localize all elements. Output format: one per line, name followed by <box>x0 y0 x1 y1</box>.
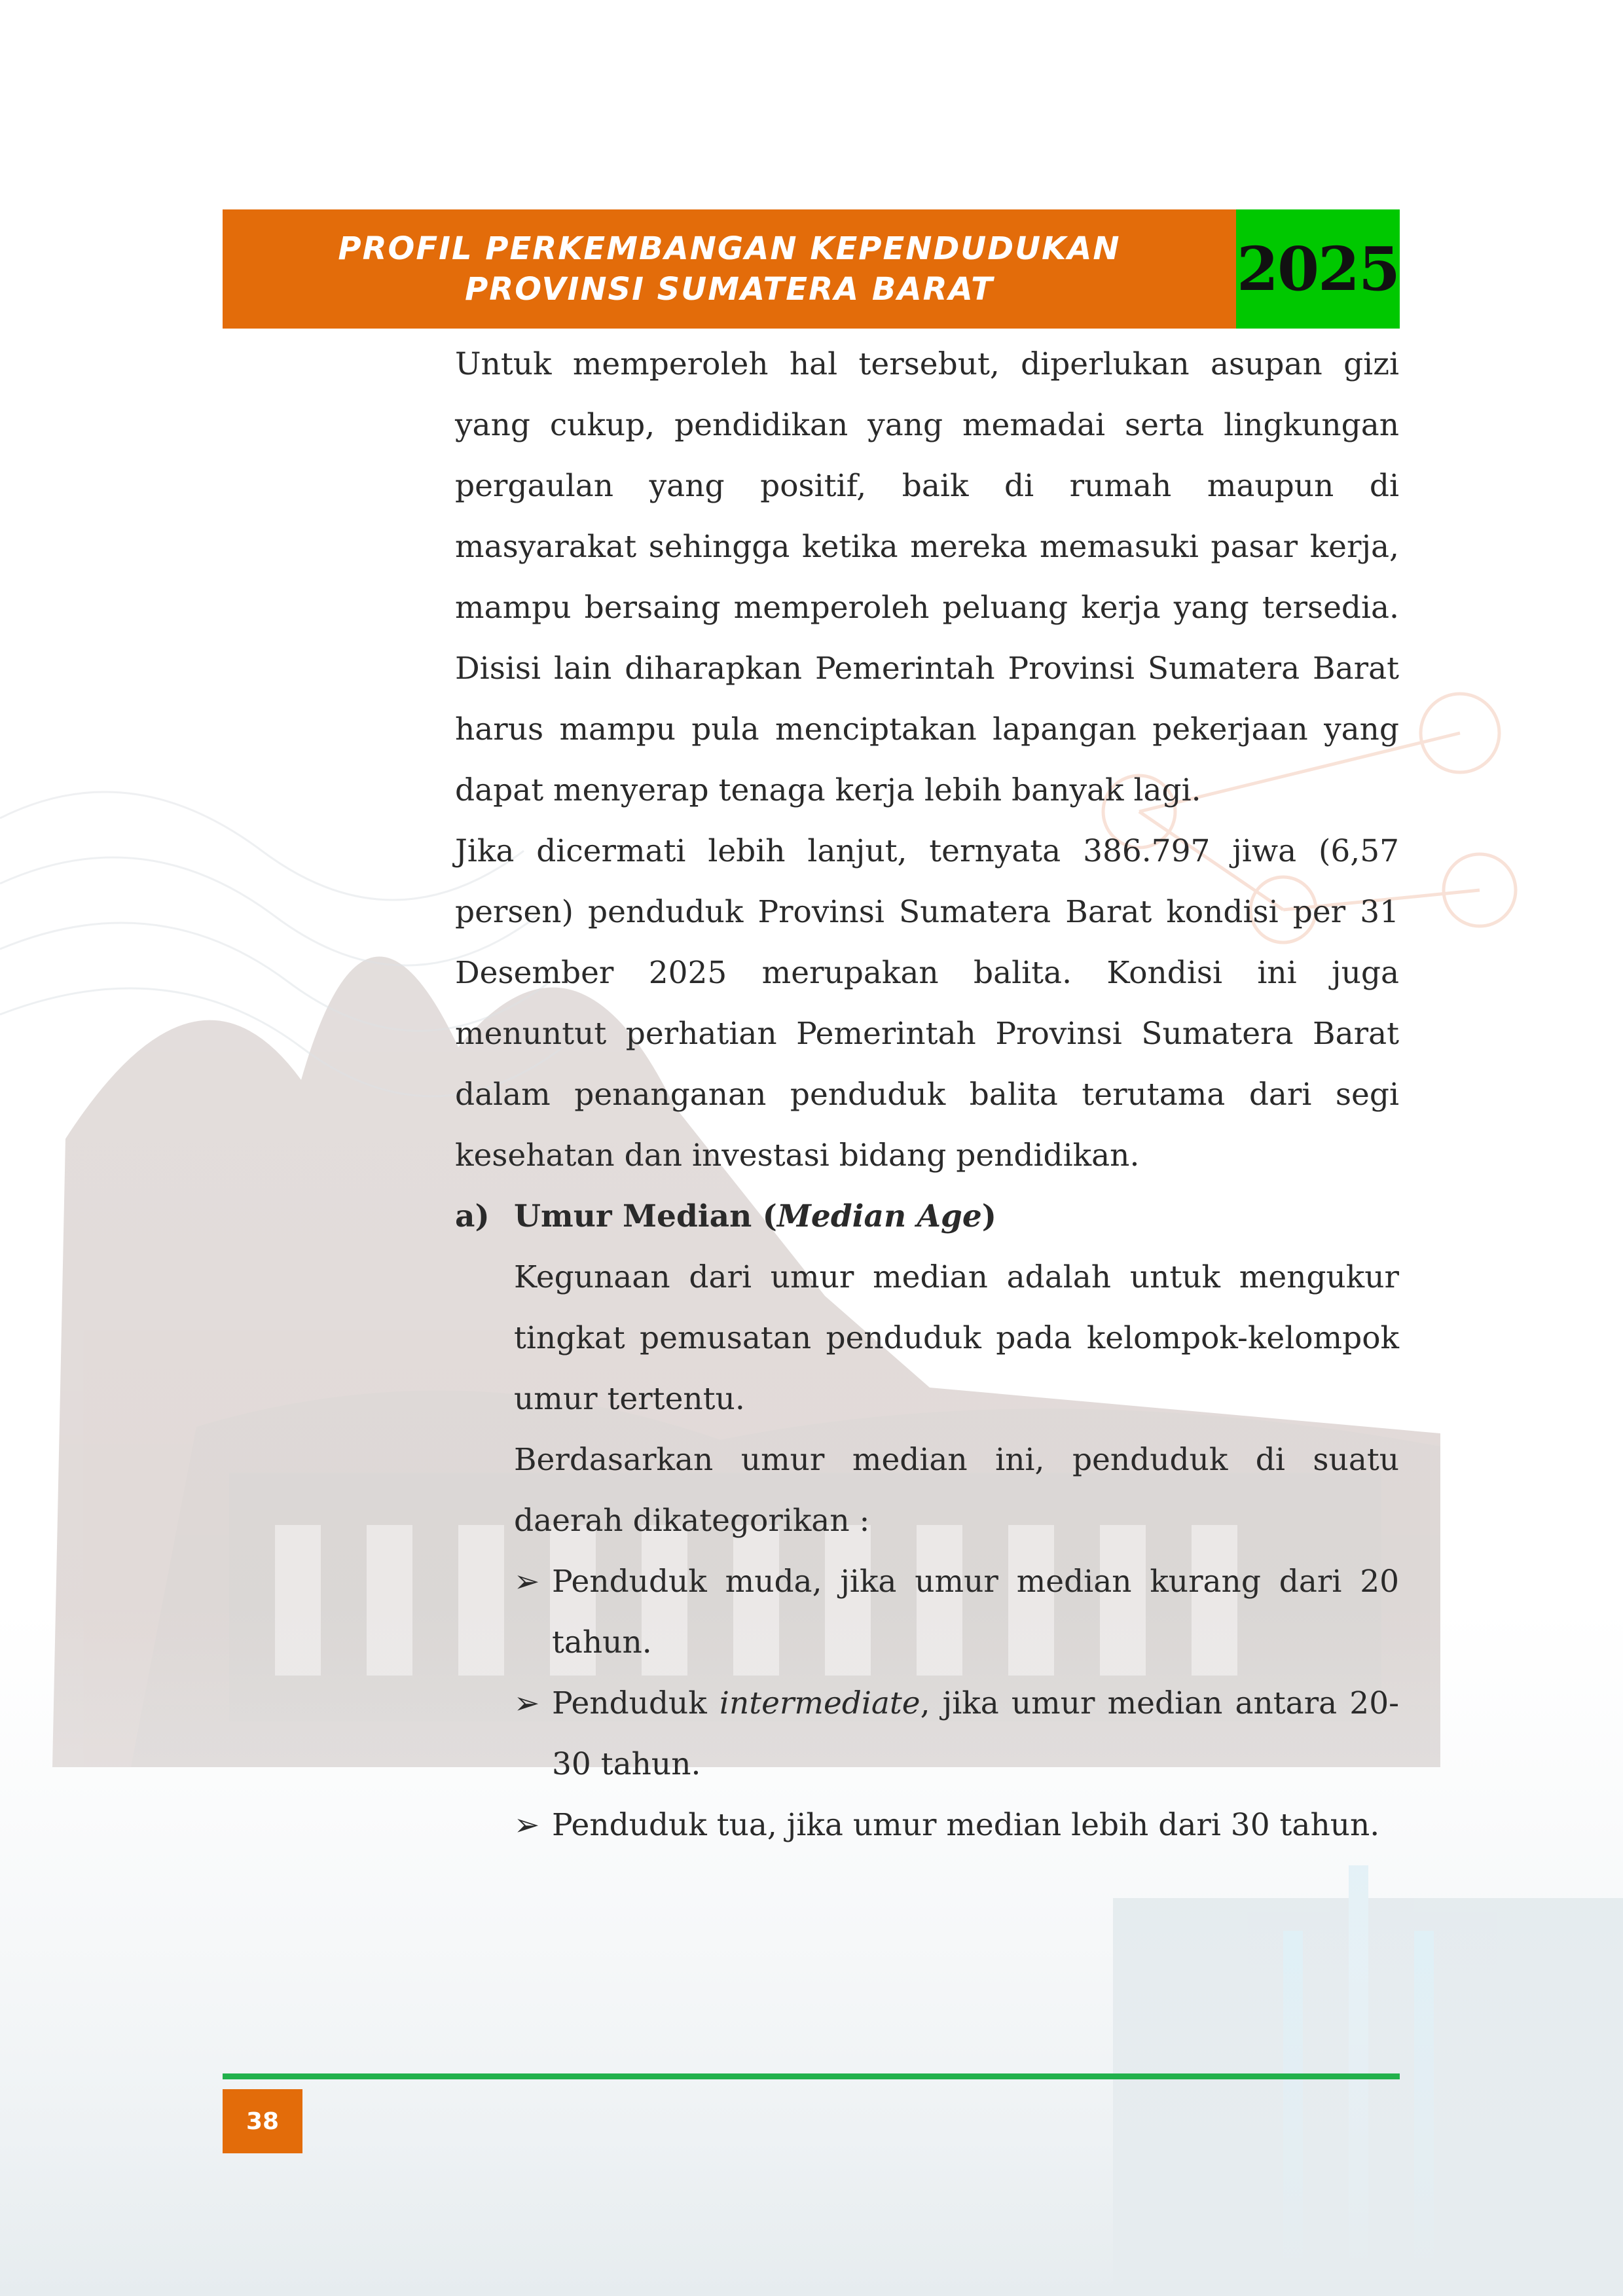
footer-divider <box>223 2073 1400 2079</box>
category-list <box>455 1551 1399 1856</box>
paragraph-toddler-population: Jika dicermati lebih lanjut, ternyata 386.797 jiwa (6,57 persen) penduduk Provinsi Sumatera Barat kondisi per 31 Desember 2025 merupakan balita. Kondisi ini juga menuntut perhatian Pemerintah Provinsi Sumatera Barat dalam penanganan penduduk balita terutama dari segi kesehatan dan investasi bidang pendidikan. <box>455 833 1399 1174</box>
page-number-box <box>223 2089 302 2153</box>
paragraph-categories-intro: Berdasarkan umur median ini, penduduk di suatu daerah dikategorikan : <box>514 1442 1399 1539</box>
header-title-line2: PROVINSI SUMATERA BARAT <box>465 271 994 308</box>
page-number: 38 <box>246 2108 280 2135</box>
arrow-bullet-icon: ➢ <box>514 1564 540 1600</box>
paragraph-median-purpose: Kegunaan dari umur median adalah untuk mengukur tingkat pemusatan penduduk pada kelompok-kelompok umur tertentu. <box>514 1259 1399 1417</box>
header-banner <box>223 209 1236 329</box>
header-title-line1: PROFIL PERKEMBANGAN KEPENDUDUKAN <box>338 230 1121 267</box>
header-year-box <box>1236 209 1400 329</box>
arrow-bullet-icon: ➢ <box>514 1807 540 1843</box>
section-number: a) <box>455 1198 490 1234</box>
section-title: Umur Median (Median Age) <box>514 1198 997 1234</box>
list-item: ➢ Penduduk muda, jika umur median kurang dari 20 tahun. <box>514 1551 1399 1673</box>
list-item: ➢ Penduduk intermediate, jika umur median antara 20-30 tahun. <box>514 1673 1399 1795</box>
paragraph-nutrition: Untuk memperoleh hal tersebut, diperlukan asupan gizi yang cukup, pendidikan yang memadai serta lingkungan pergaulan yang positif, baik di rumah maupun di masyarakat sehingga ketika mereka memasuki pasar kerja, mampu bersaing memperoleh peluang kerja yang tersedia. Disisi lain diharapkan Pemerintah Provinsi Sumatera Barat harus mampu pula menciptakan lapangan pekerjaan yang dapat menyerap tenaga kerja lebih banyak lagi. <box>455 346 1399 808</box>
body-content <box>455 334 1399 1856</box>
arrow-bullet-icon: ➢ <box>514 1685 540 1721</box>
header-year: 2025 <box>1236 234 1400 304</box>
list-item: ➢ Penduduk tua, jika umur median lebih dari 30 tahun. <box>514 1795 1399 1856</box>
section-heading <box>455 1186 1399 1247</box>
